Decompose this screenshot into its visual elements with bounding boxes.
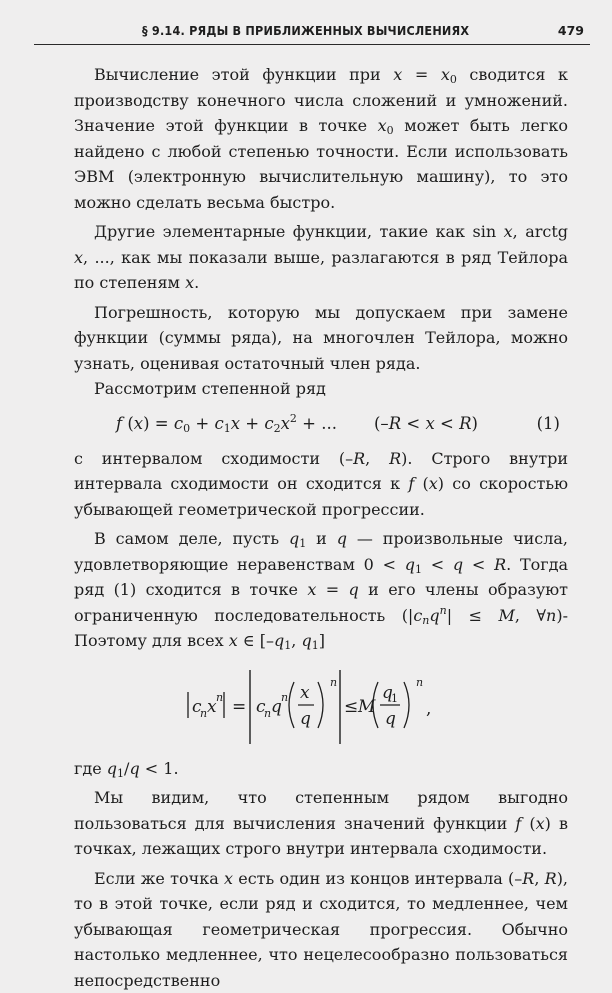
svg-text:n: n: [216, 691, 223, 704]
svg-text:,: ,: [426, 699, 431, 719]
svg-text:n: n: [416, 676, 423, 689]
paragraph-3: Погрешность, которую мы допускаем при замене функции (суммы ряда), на многочлен Тейлора, можно узнать, оценивая остаточный член ряда.: [74, 300, 568, 377]
section-title: § 9.14. РЯДЫ В ПРИБЛИЖЕННЫХ ВЫЧИСЛЕНИЯХ: [142, 23, 469, 38]
svg-text:x: x: [300, 683, 310, 703]
paragraph-8: Мы видим, что степенным рядом выгодно пользоваться для вычисления значений функции f (x) в точках, лежащих строго внутри интервала сходимости.: [74, 785, 568, 862]
svg-text:n: n: [330, 676, 337, 689]
svg-text:q: q: [382, 683, 393, 703]
svg-text:M: M: [357, 697, 376, 717]
svg-text:n: n: [200, 707, 207, 720]
page-number: 479: [558, 23, 584, 38]
svg-text:=: =: [232, 697, 246, 717]
paragraph-7: где $q_1/q < 1$.: [74, 756, 568, 782]
svg-text:q: q: [300, 709, 311, 729]
paragraph-1: Вычисление этой функции при $x = x_0$ сводится к производству конечного числа сложений и умножений. Значение этой функции в точке $x_0$ может быть легко найдено с любой степенью точности. Если использовать ЭВМ (электронную вычислительную машину), то это можно сделать весьма быстро.: [74, 62, 568, 215]
svg-text:1: 1: [391, 692, 398, 705]
svg-text:c: c: [256, 697, 266, 717]
power-series-formula: [74, 406, 568, 442]
paragraph-2: Другие элементарные функции, такие как sin x, arctg x, ..., как мы показали выше, разлагаются в ряд Тейлора по степеням x.: [74, 219, 568, 296]
estimate-formula-graphic: [74, 660, 568, 752]
paragraph-6: В самом деле, пусть $q_1$ и q — произвольные числа, удовлетворяющие неравенствам $0 < q_1 < q < R$. Тогда ряд (1) сходится в точке x = q и его члены образуют ограниченную последовательность ($|c_nq^n| \le M$, ∀n)- Поэтому для всех x ∈ [$-q_1$, $q_1$]: [74, 526, 568, 654]
equation-number: (1): [537, 411, 560, 437]
svg-text:q: q: [271, 697, 282, 717]
paragraph-4: Рассмотрим степенной ряд: [74, 376, 568, 402]
estimate-formula: [74, 660, 568, 752]
svg-text:x: x: [207, 697, 217, 717]
svg-text:n: n: [281, 691, 288, 704]
svg-text:n: n: [264, 707, 271, 720]
paragraph-5: с интервалом сходимости (–R, R). Строго внутри интервала сходимости он сходится к f (x) со скоростью убывающей геометрической прогрессии.: [74, 446, 568, 523]
convergence-condition: (–R < x < R): [374, 411, 478, 437]
svg-text:q: q: [385, 709, 396, 729]
running-header: [34, 18, 590, 45]
power-series-expression: f $(x) = c_0 + c_1x + c_2x^2$ + ...: [116, 411, 337, 437]
svg-text:c: c: [192, 697, 202, 717]
page-body: [74, 62, 568, 993]
svg-text:≤: ≤: [344, 697, 358, 717]
paragraph-9: Если же точка x есть один из концов интервала (–R, R), то в этой точке, если ряд и сходится, то медленнее, чем убывающая геометрическая прогрессия. Обычно настолько медленнее, что нецелесообразно пользоваться непосредственно: [74, 866, 568, 993]
